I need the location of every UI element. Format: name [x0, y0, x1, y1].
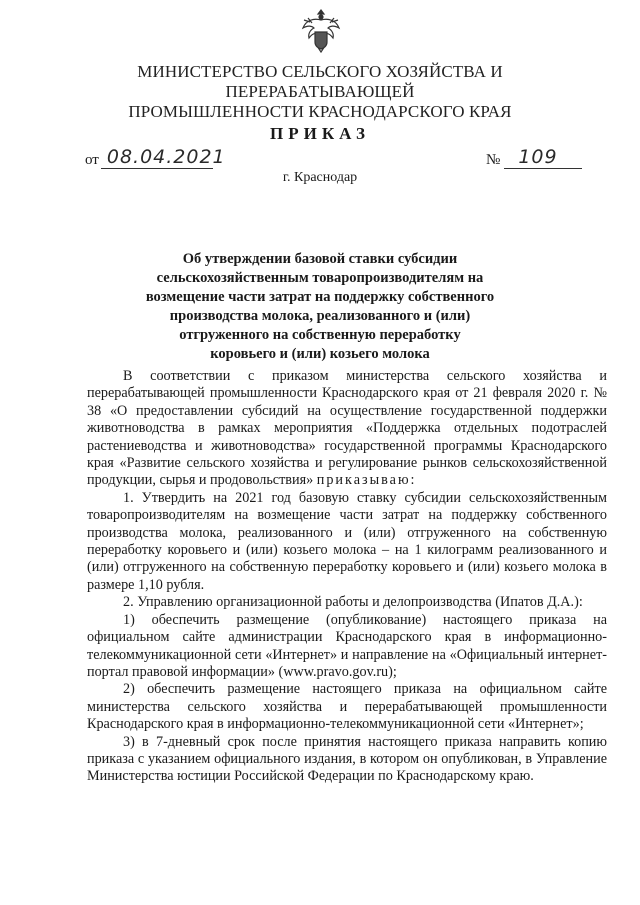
ministry-name-line1: МИНИСТЕРСТВО СЕЛЬСКОГО ХОЗЯЙСТВА И ПЕРЕРАБАТЫВАЮЩЕЙ	[137, 62, 503, 101]
city: г. Краснодар	[282, 170, 358, 185]
document-body	[87, 368, 607, 786]
ministry-name-line2: ПРОМЫШЛЕННОСТИ КРАСНОДАРСКОГО КРАЯ	[128, 102, 512, 121]
date-underline	[101, 146, 226, 169]
number-value: 109	[518, 146, 558, 168]
intro-paragraph	[87, 368, 607, 490]
paragraph-2: 2. Управлению организационной работы и делопроизводства (Ипатов Д.А.):	[123, 594, 583, 611]
paragraph-1: 1. Утвердить на 2021 год базовую ставку субсидии сельскохозяйственным товаропроизводителям на возмещение части затрат на поддержку собственного производства молока, реализованного и (или) отгруженного на собственную переработку коровьего и (или) козьего молока – на 1 килограмм реализованного и (или) отгруженного на собственную переработку коровьего и (или) козьего молока в размере 1,10 рубля.	[87, 489, 607, 593]
paragraph-2-1: 1) обеспечить размещение (опубликование) настоящего приказа на официальном сайте администрации Краснодарского края в информационно-телекоммуникационной сети «Интернет» и направление на «Официальный интернет-портал правовой информации» (www.pravo.gov.ru);	[87, 611, 607, 680]
heading-line: производства молока, реализованного и (или)	[169, 308, 471, 324]
date-label: от	[85, 152, 99, 168]
ministry-name	[60, 62, 580, 122]
date-value: 08.04.2021	[106, 146, 226, 168]
paragraph-2-2: 2) обеспечить размещение настоящего приказа на официальном сайте министерства сельского хозяйства и перерабатывающей промышленности Краснодарского края в информационно-телекоммуникационной сети «Интернет»;	[87, 681, 607, 733]
order-date	[85, 146, 226, 169]
coat-of-arms-icon	[300, 6, 342, 54]
heading-line: сельскохозяйственным товаропроизводителям на	[156, 270, 484, 286]
number-label: №	[486, 152, 501, 168]
number-underline	[504, 146, 582, 169]
order-word: приказываю:	[316, 472, 417, 489]
heading-line: возмещение части затрат на поддержку собственного	[145, 289, 495, 305]
order-title: ПРИКАЗ	[270, 124, 370, 143]
order-number	[486, 146, 582, 169]
heading-line: отгруженного на собственную переработку	[179, 327, 461, 343]
paragraph-2-3: 3) в 7-дневный срок после принятия настоящего приказа направить копию приказа с указанием официального издания, в котором он опубликован, в Управление Министерства юстиции Российской Федерации по Краснодарскому краю.	[87, 733, 607, 785]
heading-line: Об утверждении базовой ставки субсидии	[182, 251, 458, 267]
intro-text: В соответствии с приказом министерства сельского хозяйства и перерабатывающей промышленности Краснодарского края от 21 февраля 2020 г. № 38 «О предоставлении субсидий на осуществление государственной поддержки животноводства в рамках мероприятия «Поддержка отдельных подотраслей растениеводства и животноводства» государственной программы Краснодарского края «Развитие сельского хозяйства и регулирование рынков сельскохозяйственной продукции, сырья и продовольствия»	[87, 368, 607, 489]
heading-line: коровьего и (или) козьего молока	[210, 346, 430, 362]
document-heading	[120, 250, 520, 364]
